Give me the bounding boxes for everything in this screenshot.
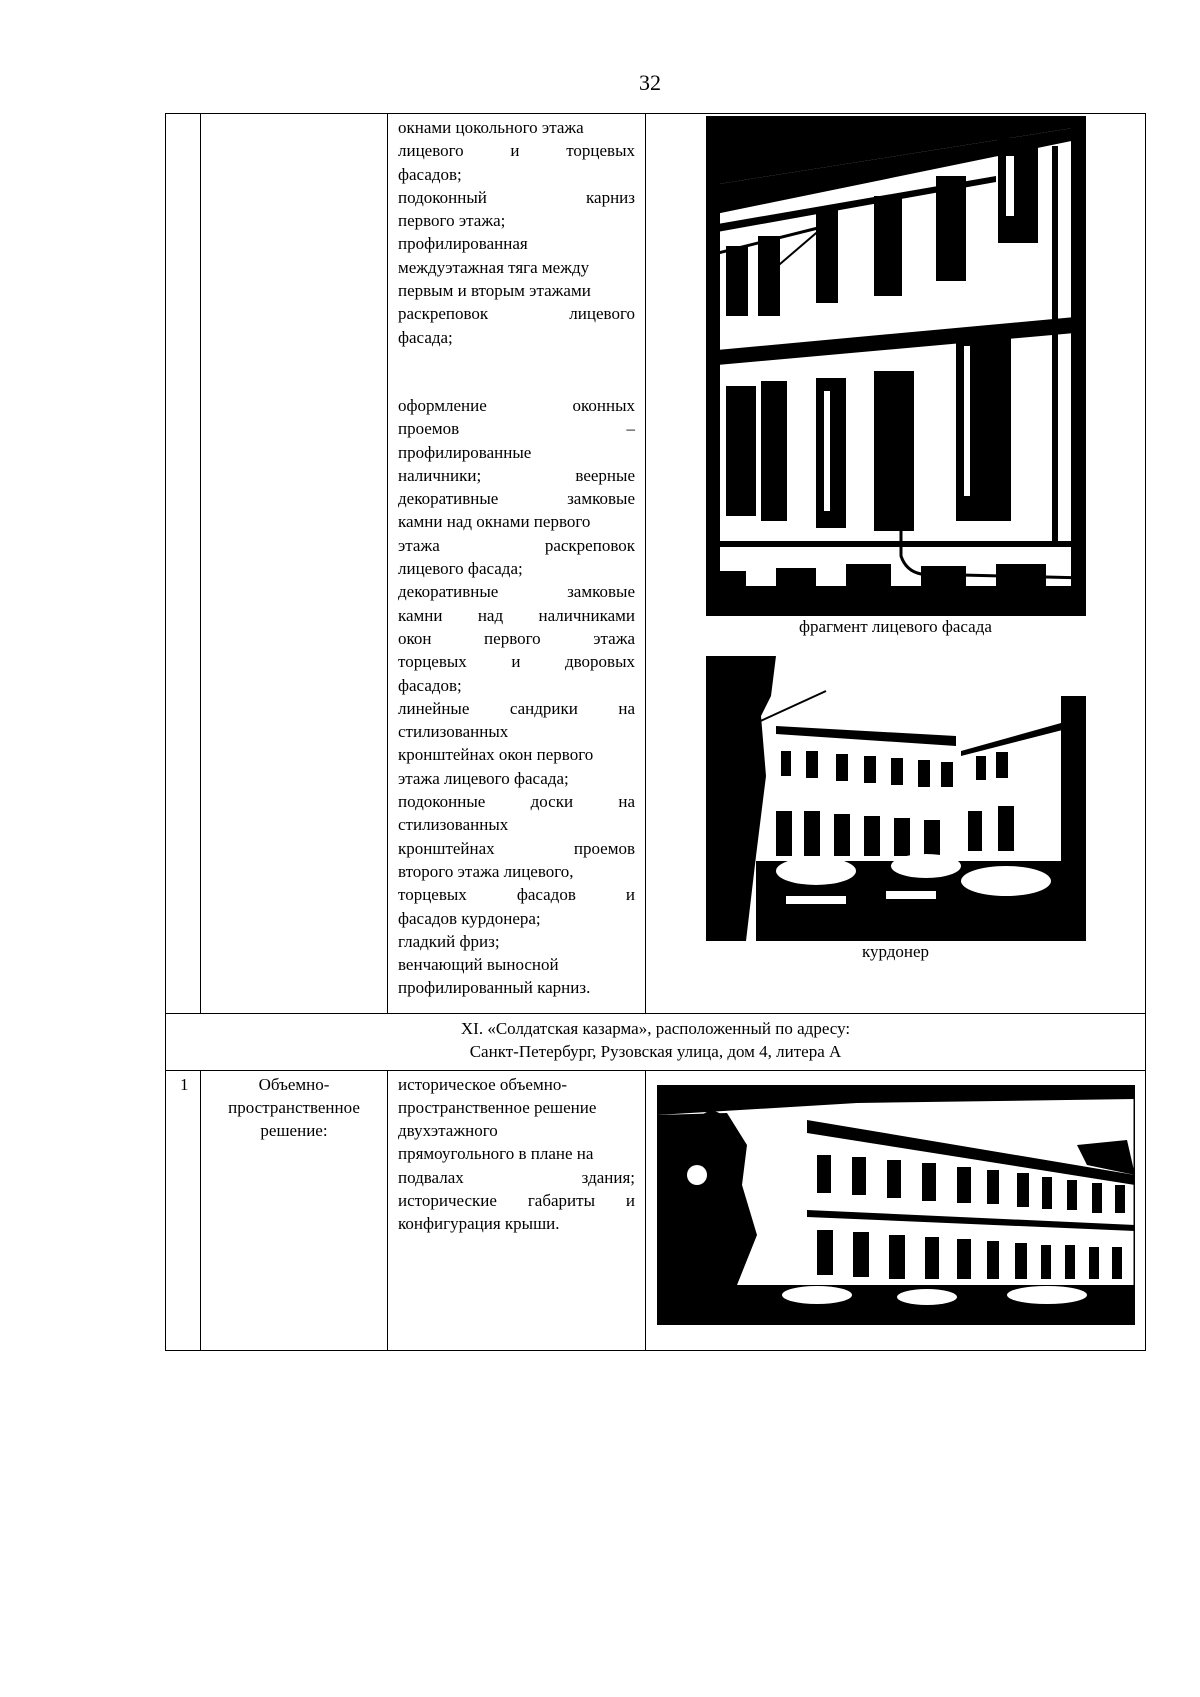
table-row-continuation [166, 114, 1146, 1014]
desc-line: лицевого и торцевых [398, 141, 635, 161]
desc-line: стилизованных [398, 722, 509, 742]
description-cell [388, 1070, 646, 1350]
section-title-line1: XI. «Солдатская казарма», расположенный по адресу: [460, 1019, 851, 1038]
desc-line: фасадов курдонера; [398, 908, 541, 928]
desc-line: конфигурация крыши. [398, 1214, 560, 1234]
desc-line: исторические габариты и [398, 1191, 635, 1211]
desc-line: историческое объемно- [398, 1074, 567, 1094]
desc-line: междуэтажная тяга между [398, 257, 590, 277]
desc-line: наличники; веерные [398, 465, 635, 485]
desc-line: прямоугольного в плане на [398, 1144, 594, 1164]
desc-line: лицевого фасада; [398, 559, 523, 579]
desc-line: кронштейнах проемов [398, 838, 635, 858]
desc-line: торцевых фасадов и [398, 885, 635, 905]
desc-line: первого этажа; [398, 211, 506, 231]
desc-line: фасадов; [398, 164, 462, 184]
desc-line: кронштейнах окон первого [398, 745, 594, 765]
description-part1 [398, 116, 635, 349]
desc-line: подоконные доски на [398, 792, 635, 812]
table-row [166, 1070, 1146, 1350]
section-header-row [166, 1014, 1146, 1071]
desc-line: камни над окнами первого [398, 512, 591, 532]
facade-fragment-photo [706, 116, 1086, 616]
barracks-building-photo [657, 1085, 1135, 1325]
desc-line: этажа лицевого фасада; [398, 768, 569, 788]
desc-line: линейные сандрики на [398, 698, 635, 718]
desc-line: подвалах здания; [398, 1167, 635, 1187]
description-cell [388, 114, 646, 1014]
desc-line: окон первого этажа [398, 628, 635, 648]
element-name-line: Объемно- [258, 1074, 330, 1094]
images-cell [646, 1070, 1146, 1350]
courtyard-caption: курдонер [861, 942, 930, 961]
desc-line: фасада; [398, 327, 453, 347]
images-cell [646, 114, 1146, 1014]
section-header [166, 1014, 1146, 1071]
desc-line: окнами цокольного этажа [398, 118, 584, 137]
desc-line: гладкий фриз; [398, 931, 500, 951]
element-name-cell [201, 1070, 388, 1350]
desc-line: оформление оконных [398, 395, 635, 415]
desc-line: пространственное решение [398, 1097, 597, 1117]
desc-line: торцевых и дворовых [398, 652, 635, 672]
name-cell-empty [201, 114, 388, 1014]
desc-line: профилированные [398, 442, 532, 462]
protected-elements-table [165, 113, 1146, 1351]
desc-line: первым и вторым этажами [398, 281, 591, 301]
desc-line: второго этажа лицевого, [398, 861, 574, 881]
description-part2 [398, 394, 635, 1000]
desc-line: декоративные замковые [398, 582, 635, 602]
row1-description [398, 1073, 635, 1236]
desc-line: раскреповок лицевого [398, 304, 635, 324]
courtyard-photo [706, 656, 1086, 941]
element-name-line: решение: [260, 1121, 328, 1141]
page-number: 32 [639, 70, 661, 95]
desc-line: двухэтажного [398, 1121, 498, 1141]
facade-fragment-caption: фрагмент лицевого фасада [799, 617, 992, 636]
desc-line: профилированная [398, 234, 528, 254]
desc-line: венчающий выносной [398, 955, 559, 975]
desc-line: подоконный карниз [398, 187, 635, 207]
desc-line: профилированный карниз. [398, 978, 591, 998]
section-title-line2: Санкт-Петербург, Рузовская улица, дом 4, литера А [469, 1042, 842, 1062]
element-name-line: пространственное [228, 1097, 360, 1117]
desc-line: этажа раскреповок [398, 535, 635, 555]
row-number: 1 [166, 1070, 201, 1350]
number-cell-empty [166, 114, 201, 1014]
desc-line: стилизованных [398, 815, 509, 835]
desc-line: фасадов; [398, 675, 462, 695]
desc-line: камни над наличниками [398, 605, 635, 625]
desc-line: декоративные замковые [398, 489, 635, 509]
desc-line: проемов – [398, 419, 635, 439]
